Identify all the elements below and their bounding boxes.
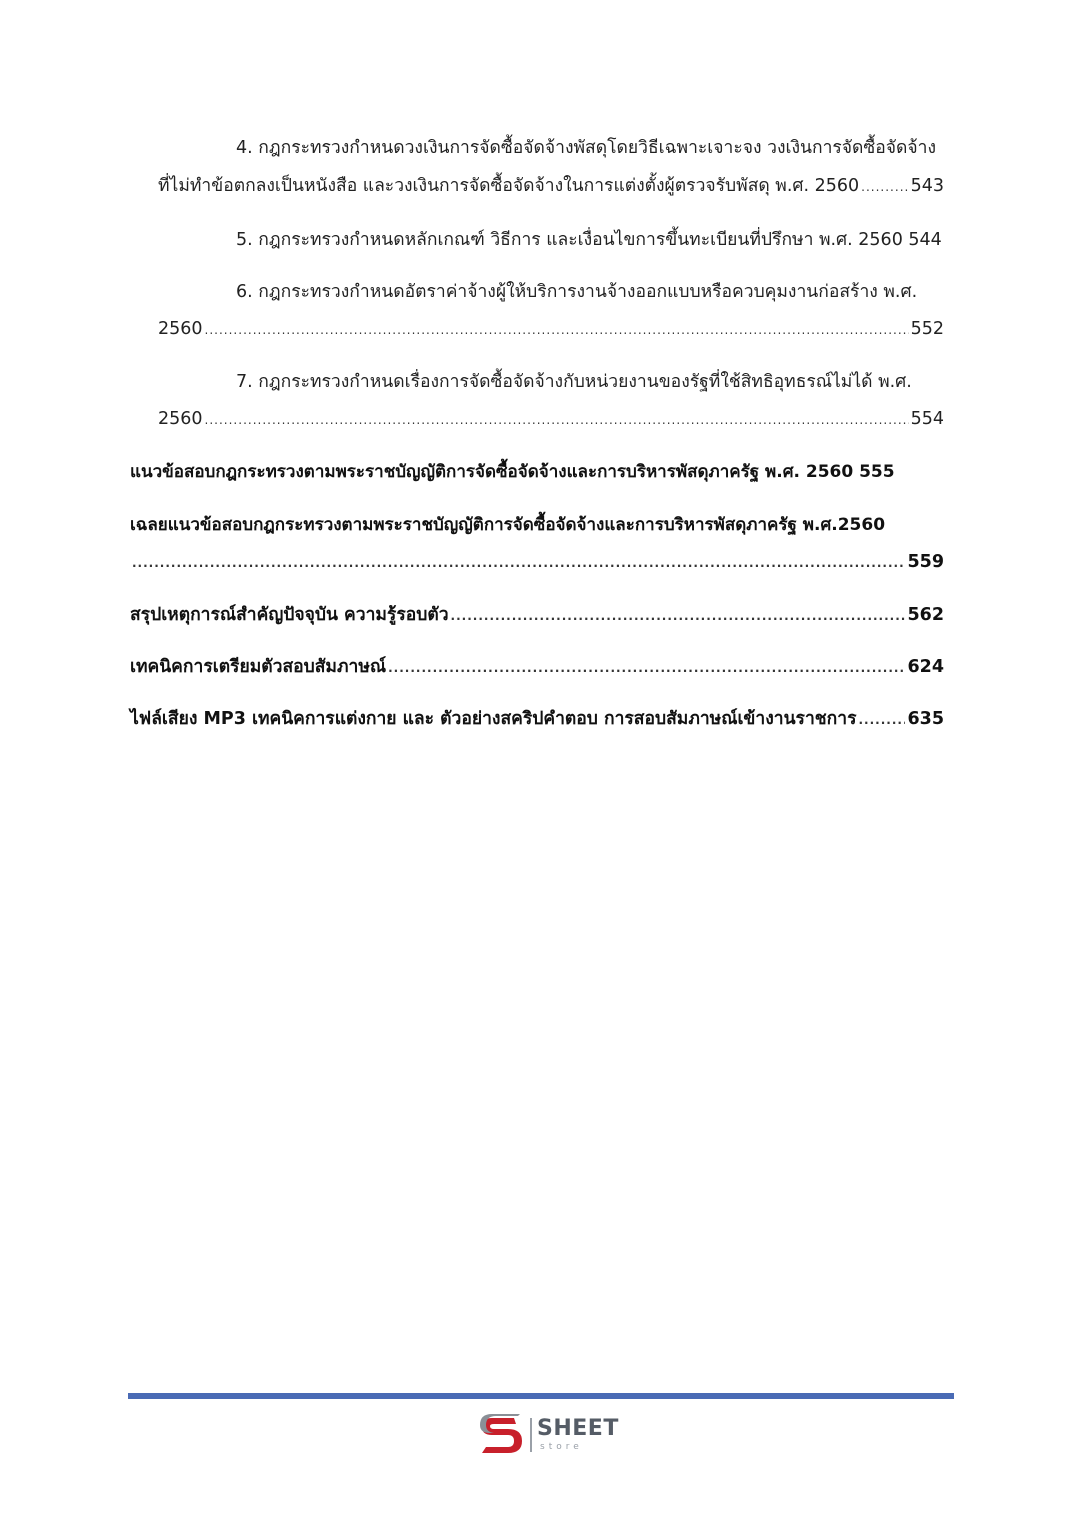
- leader-dots: [132, 550, 905, 576]
- toc-item-4-line2: [158, 173, 944, 200]
- toc-section-interview-page: 624: [907, 657, 944, 677]
- toc-item-5: 5. กฎกระทรวงกำหนดหลักเกณฑ์ วิธีการ และเงื่อนไขการขึ้นทะเบียนที่ปรึกษา พ.ศ. 2560 544: [236, 230, 942, 250]
- toc-item-4-title: ที่ไม่ทำข้อตกลงเป็นหนังสือ และวงเงินการจัดซื้อจัดจ้างในการแต่งตั้งผู้ตรวจรับพัสดุ พ.ศ. 2560: [158, 176, 860, 196]
- toc-item-6-year: 2560: [158, 319, 203, 339]
- logo-wordmark: SHEET: [537, 1416, 619, 1441]
- leader-dots: [388, 655, 905, 681]
- toc-item-7-year: 2560: [158, 409, 203, 429]
- sheet-store-logo: [478, 1412, 628, 1458]
- toc-section-mp3-title: ไฟล์เสียง MP3 เทคนิคการแต่งกาย และ ตัวอย่างสคริปคำตอบ การสอบสัมภาษณ์เข้างานราชการ: [130, 709, 857, 729]
- toc-section-news-page: 562: [907, 605, 944, 625]
- leader-dots: [451, 603, 906, 629]
- toc-item-6-line2: [158, 316, 944, 343]
- toc-item-6-line1: 6. กฎกระทรวงกำหนดอัตราค่าจ้างผู้ให้บริการงานจ้างออกแบบหรือควบคุมงานก่อสร้าง พ.ศ.: [236, 282, 918, 302]
- toc-item-4-line1: 4. กฎกระทรวงกำหนดวงเงินการจัดซื้อจัดจ้างพัสดุโดยวิธีเฉพาะเจาะจง วงเงินการจัดซื้อจัดจ้าง: [236, 138, 937, 158]
- toc-section-mp3-page: 635: [907, 709, 944, 729]
- toc-section-answer-page: 559: [907, 552, 944, 572]
- toc-section-answer-line1: เฉลยแนวข้อสอบกฎกระทรวงตามพระราชบัญญัติการจัดซื้อจัดจ้างและการบริหารพัสดุภาครัฐ พ.ศ.2560: [130, 515, 886, 535]
- toc-item-6-page: 552: [910, 319, 944, 339]
- toc-section-news: [130, 602, 944, 629]
- toc-section-exam: แนวข้อสอบกฎกระทรวงตามพระราชบัญญัติการจัดซื้อจัดจ้างและการบริหารพัสดุภาครัฐ พ.ศ. 2560 555: [130, 462, 895, 482]
- toc-item-7-line2: [158, 406, 944, 433]
- logo-divider: [530, 1418, 532, 1452]
- leader-dots: [858, 707, 905, 733]
- logo-subtext: store: [540, 1442, 583, 1452]
- toc-item-7-page: 554: [910, 409, 944, 429]
- toc-section-interview-title: เทคนิคการเตรียมตัวสอบสัมภาษณ์: [130, 657, 387, 677]
- toc-section-mp3: [130, 706, 944, 733]
- leader-dots: [205, 407, 909, 433]
- leader-dots: [205, 317, 909, 343]
- leader-dots: [861, 174, 908, 200]
- toc-item-4-page: 543: [910, 176, 944, 196]
- toc-section-interview: [130, 654, 944, 681]
- footer-divider-bar: [128, 1393, 954, 1399]
- toc-section-answer-line2: [130, 549, 944, 576]
- toc-section-news-title: สรุปเหตุการณ์สำคัญปัจจุบัน ความรู้รอบตัว: [130, 605, 449, 625]
- toc-item-7-line1: 7. กฎกระทรวงกำหนดเรื่องการจัดซื้อจัดจ้างกับหน่วยงานของรัฐที่ใช้สิทธิอุทธรณ์ไม่ได้ พ.ศ.: [236, 372, 912, 392]
- sheet-store-s-icon: [478, 1412, 526, 1458]
